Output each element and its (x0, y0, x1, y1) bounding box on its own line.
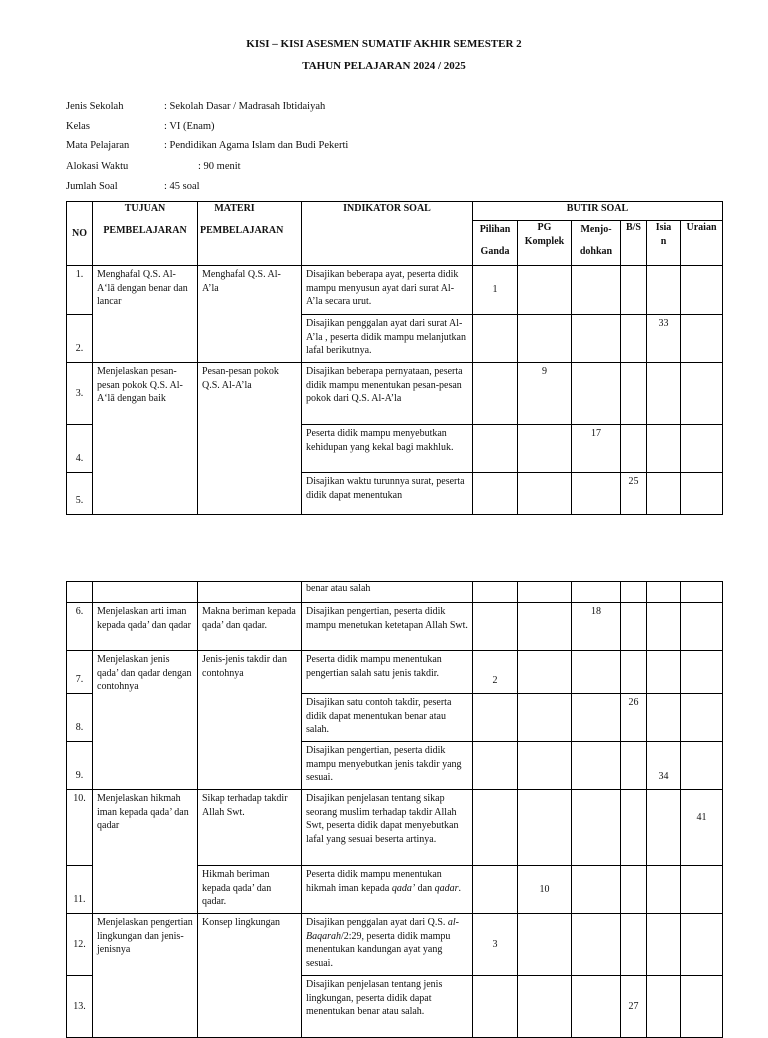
indikator-cell: Disajikan penjelasan tentang jenis lingkungan, peserta didik dapat menentukan benar atau salah. (302, 976, 473, 1038)
isian-cell (647, 914, 681, 976)
materi-cell: Jenis-jenis takdir dan contohnya (198, 651, 302, 790)
pgk-cell (518, 315, 572, 363)
info-label-kelas: Kelas (66, 121, 90, 132)
mj-cell (572, 266, 621, 315)
info-value-kelas: : VI (Enam) (164, 121, 215, 132)
bs-cell (621, 651, 647, 694)
header-menjodohkan (572, 221, 621, 266)
materi-cell: Hikmah beriman kepada qada’ dan qadar. (198, 866, 302, 914)
document-title: KISI – KISI ASESMEN SUMATIF AKHIR SEMESTER 2 (246, 38, 522, 50)
info-label-jenis-sekolah: Jenis Sekolah (66, 101, 124, 112)
header-pilihan-ganda (473, 221, 518, 266)
bs-cell (621, 425, 647, 473)
row-number: 1. (67, 266, 93, 315)
pg-cell (473, 473, 518, 515)
mj-cell (572, 363, 621, 425)
materi-cell: Menghafal Q.S. Al-A’la (198, 266, 302, 363)
mj-cell (572, 694, 621, 742)
indikator-text: . (458, 882, 462, 894)
indikator-cell (302, 866, 473, 914)
row-number: 13. (67, 976, 93, 1038)
isian-cell (647, 603, 681, 651)
materi-cell: Sikap terhadap takdir Allah Swt. (198, 790, 302, 866)
header-tujuan (93, 202, 198, 266)
pgk-cell (518, 266, 572, 315)
pgk-cell (518, 651, 572, 694)
isian-cell (647, 473, 681, 515)
uraian-cell (681, 866, 723, 914)
row-number: 12. (67, 914, 93, 976)
table-row (67, 914, 723, 976)
indikator-italic-qada: qada’ (391, 882, 416, 894)
pgk-cell: 9 (518, 363, 572, 425)
indikator-cell: Disajikan waktu turunnya surat, peserta didik dapat menentukan (302, 473, 473, 515)
indikator-text: dan (415, 882, 435, 894)
pgk-cell (518, 914, 572, 976)
mj-cell: 18 (572, 603, 621, 651)
info-value-jenis-sekolah: : Sekolah Dasar / Madrasah Ibtidaiyah (164, 101, 326, 112)
tujuan-cell: Menjelaskan pesan-pesan pokok Q.S. Al-A‘lā dengan baik (93, 363, 198, 515)
row-number: 11. (67, 866, 93, 914)
pgk-cell (518, 694, 572, 742)
header-pg-line2: Ganda (480, 245, 510, 257)
indikator-cell: Peserta didik mampu menentukan pengertian salah satu jenis takdir. (302, 651, 473, 694)
indikator-cell: Disajikan pengertian, peserta didik mampu menyebutkan jenis takdir yang sesuai. (302, 742, 473, 790)
mj-cell (572, 651, 621, 694)
isian-cell (647, 651, 681, 694)
mj-cell (572, 866, 621, 914)
header-tujuan-line1: TUJUAN (124, 203, 166, 214)
header-tujuan-line2: PEMBELAJARAN (103, 224, 187, 236)
header-isian-line1: Isia (655, 222, 672, 233)
table-row (67, 790, 723, 866)
header-pg-komplek (518, 221, 572, 266)
table-row (67, 651, 723, 694)
isian-cell (647, 790, 681, 866)
header-materi-line2: PEMBELAJARAN (200, 224, 284, 236)
pgk-cell (518, 742, 572, 790)
isian-cell: 33 (647, 315, 681, 363)
indikator-cell: Disajikan satu contoh takdir, peserta didik dapat menentukan benar atau salah. (302, 694, 473, 742)
uraian-cell (681, 914, 723, 976)
tujuan-cell: Menjelaskan hikmah iman kepada qada’ dan qadar (93, 790, 198, 914)
header-pg-line1: Pilihan (479, 224, 511, 235)
tujuan-cell: Menjelaskan pengertian lingkungan dan jenis-jenisnya (93, 914, 198, 1038)
header-bs: B/S (621, 221, 647, 266)
uraian-cell (681, 742, 723, 790)
indikator-cell: Disajikan beberapa pernyataan, peserta didik mampu menentukan pesan-pesan pokok dari Q.S. Al-A’la (302, 363, 473, 425)
isian-cell (647, 694, 681, 742)
pgk-cell (518, 425, 572, 473)
header-materi-line1: MATERI (214, 203, 255, 214)
info-value-alokasi-waktu: : 90 menit (198, 161, 241, 172)
isian-cell (647, 976, 681, 1038)
uraian-cell (681, 976, 723, 1038)
document-subtitle: TAHUN PELAJARAN 2024 / 2025 (302, 60, 466, 72)
uraian-cell (681, 315, 723, 363)
pg-cell: 2 (473, 651, 518, 694)
indikator-cell: Peserta didik mampu menyebutkan kehidupan yang kekal bagi makhluk. (302, 425, 473, 473)
indikator-cell: Disajikan penjelasan tentang sikap seorang muslim terhadap takdir Allah Swt, peserta didik dapat menyebutkan lafal yang sesuai beserta artinya. (302, 790, 473, 866)
pgk-cell (518, 473, 572, 515)
bs-cell (621, 914, 647, 976)
header-butir-soal: BUTIR SOAL (473, 202, 723, 221)
mj-cell (572, 315, 621, 363)
mj-cell: 17 (572, 425, 621, 473)
mj-cell (572, 742, 621, 790)
header-pgk-line2: Komplek (524, 235, 565, 247)
indikator-cell (302, 914, 473, 976)
bs-cell (621, 266, 647, 315)
kisi-table-page-1 (66, 201, 723, 515)
pgk-cell (518, 603, 572, 651)
isian-cell (647, 425, 681, 473)
pg-cell (473, 694, 518, 742)
bs-cell (621, 742, 647, 790)
uraian-cell (681, 425, 723, 473)
indikator-cell: benar atau salah (302, 582, 473, 603)
pg-cell (473, 790, 518, 866)
materi-cell: Konsep lingkungan (198, 914, 302, 1038)
pgk-cell (518, 790, 572, 866)
row-number: 5. (67, 473, 93, 515)
pgk-cell (518, 976, 572, 1038)
row-number: 7. (67, 651, 93, 694)
bs-cell (621, 866, 647, 914)
mj-cell (572, 790, 621, 866)
tujuan-cell: Menjelaskan jenis qada’ dan qadar dengan contohnya (93, 651, 198, 790)
row-number: 9. (67, 742, 93, 790)
tujuan-cell: Menjelaskan arti iman kepada qada’ dan qadar (93, 603, 198, 651)
pg-cell (473, 363, 518, 425)
row-number: 4. (67, 425, 93, 473)
header-mj-line2: dohkan (579, 245, 613, 257)
table-row (67, 582, 723, 603)
table-row (67, 603, 723, 651)
materi-cell: Makna beriman kepada qada’ dan qadar. (198, 603, 302, 651)
row-number: 10. (67, 790, 93, 866)
pg-cell (473, 976, 518, 1038)
uraian-cell (681, 651, 723, 694)
pgk-cell: 10 (518, 866, 572, 914)
pg-cell (473, 315, 518, 363)
isian-cell (647, 866, 681, 914)
bs-cell (621, 603, 647, 651)
header-materi (198, 202, 302, 266)
bs-cell (621, 363, 647, 425)
bs-cell (621, 315, 647, 363)
isian-cell: 34 (647, 742, 681, 790)
bs-cell: 25 (621, 473, 647, 515)
indikator-text: Peserta didik mampu menentukan hikmah iman kepada (306, 869, 442, 894)
table-row (67, 363, 723, 425)
pg-cell: 1 (473, 266, 518, 315)
uraian-cell (681, 266, 723, 315)
pg-cell (473, 866, 518, 914)
row-number: 3. (67, 363, 93, 425)
bs-cell: 26 (621, 694, 647, 742)
header-isian-line2: n (660, 235, 667, 247)
indikator-text: /2:29, peserta didik mampu menentukan kandungan ayat yang sesuai. (306, 930, 451, 969)
info-value-jumlah-soal: : 45 soal (164, 181, 200, 192)
pg-cell (473, 425, 518, 473)
info-label-alokasi-waktu: Alokasi Waktu (66, 161, 129, 172)
tujuan-cell: Menghafal Q.S. Al-A‘lā dengan benar dan lancar (93, 266, 198, 363)
uraian-cell: 41 (681, 790, 723, 866)
indikator-text: Disajikan penggalan ayat dari Q.S. (306, 917, 448, 928)
info-label-jumlah-soal: Jumlah Soal (66, 181, 118, 192)
uraian-cell (681, 694, 723, 742)
uraian-cell (681, 473, 723, 515)
header-pgk-line1: PG (537, 222, 552, 233)
indikator-cell: Disajikan pengertian, peserta didik mampu menetukan ketetapan Allah Swt. (302, 603, 473, 651)
indikator-italic-surah: al-Baqarah (306, 917, 460, 942)
row-number: 8. (67, 694, 93, 742)
header-mj-line1: Menjo- (580, 224, 612, 235)
info-value-mata-pelajaran: : Pendidikan Agama Islam dan Budi Pekerti (164, 140, 349, 151)
mj-cell (572, 914, 621, 976)
uraian-cell (681, 363, 723, 425)
uraian-cell (681, 603, 723, 651)
header-indikator: INDIKATOR SOAL (302, 202, 473, 266)
header-no: NO (67, 202, 93, 266)
isian-cell (647, 363, 681, 425)
header-uraian: Uraian (681, 221, 723, 266)
row-number: 6. (67, 603, 93, 651)
bs-cell: 27 (621, 976, 647, 1038)
mj-cell (572, 473, 621, 515)
materi-cell: Pesan-pesan pokok Q.S. Al-A’la (198, 363, 302, 515)
row-number: 2. (67, 315, 93, 363)
bs-cell (621, 790, 647, 866)
indikator-cell: Disajikan beberapa ayat, peserta didik mampu menyusun ayat dari surat Al-A’la secara urut. (302, 266, 473, 315)
mj-cell (572, 976, 621, 1038)
pg-cell: 3 (473, 914, 518, 976)
kisi-table-page-2 (66, 581, 723, 1038)
header-isian (647, 221, 681, 266)
pg-cell (473, 603, 518, 651)
indikator-italic-qadar: qadar (434, 882, 459, 894)
isian-cell (647, 266, 681, 315)
indikator-cell: Disajikan penggalan ayat dari surat Al-A’la , peserta didik mampu melanjutkan lafal berikutnya. (302, 315, 473, 363)
table-row (67, 266, 723, 315)
info-label-mata-pelajaran: Mata Pelajaran (66, 140, 130, 151)
pg-cell (473, 742, 518, 790)
